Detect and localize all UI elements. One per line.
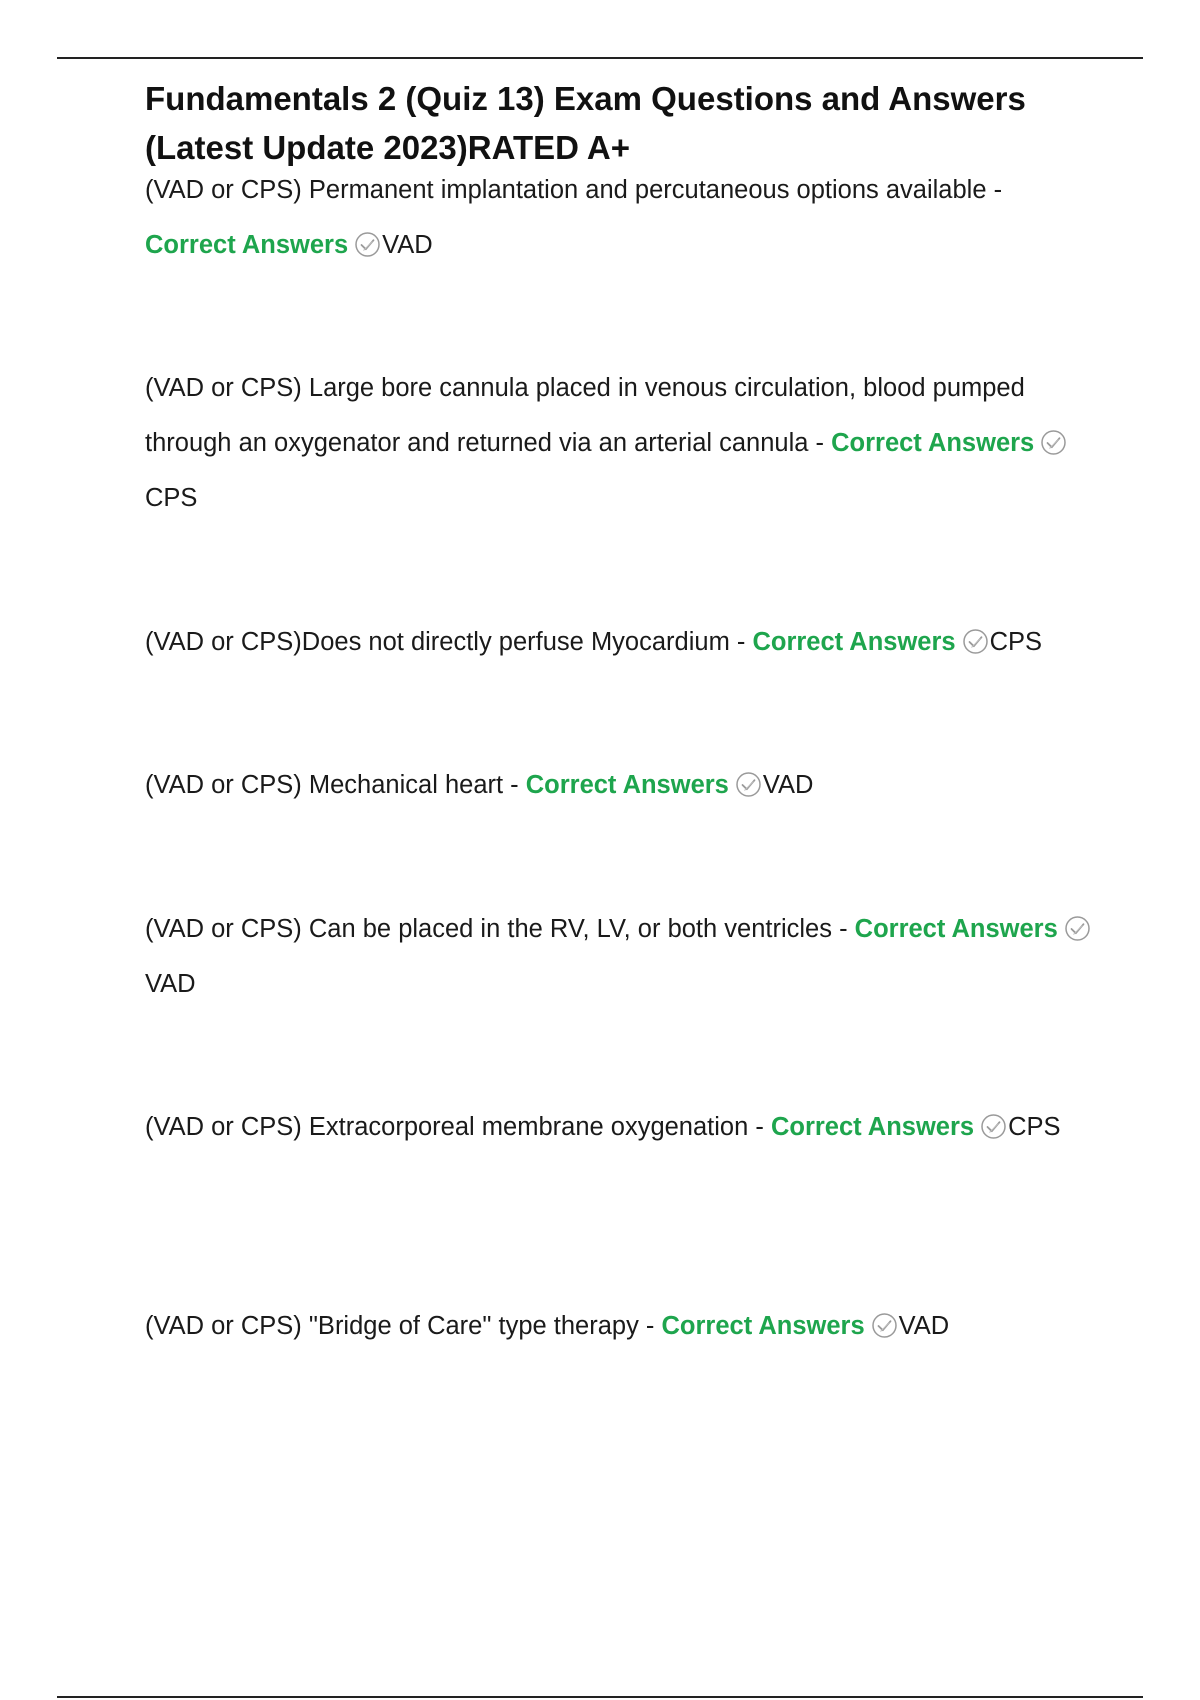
circle-check-icon [1040,429,1067,456]
answer-value: CPS [145,484,198,512]
question-text: (VAD or CPS) "Bridge of Care" type therapy - [145,1312,662,1340]
correct-answers-label: Correct Answers [752,628,956,656]
correct-answers-label: Correct Answers [831,429,1035,457]
qa-item-1 [145,163,1095,273]
circle-check-icon [354,231,381,258]
circle-check-icon [1064,915,1091,942]
circle-check-icon [962,628,989,655]
correct-answers-label: Correct Answers [525,771,729,799]
circle-check-icon [871,1312,898,1339]
qa-item-4 [145,758,1095,813]
qa-item-5 [145,902,1095,1012]
circle-check-icon [980,1113,1007,1140]
correct-answers-label: Correct Answers [145,231,349,259]
top-rule [57,57,1143,59]
question-text: (VAD or CPS) Large bore cannula placed in venous circulation, blood pumped through an oxygenator and returned via an arterial cannula - [145,374,1025,457]
answer-value: CPS [1008,1113,1061,1141]
question-text: (VAD or CPS) Extracorporeal membrane oxygenation - [145,1113,771,1141]
bottom-rule [57,1696,1143,1698]
answer-value: VAD [898,1312,950,1340]
qa-item-3 [145,615,1095,670]
question-text: (VAD or CPS) Can be placed in the RV, LV, or both ventricles - [145,915,855,943]
circle-check-icon [735,771,762,798]
correct-answers-label: Correct Answers [661,1312,865,1340]
answer-value: VAD [762,771,814,799]
qa-item-7 [145,1299,1095,1354]
document-title: Fundamentals 2 (Quiz 13) Exam Questions and Answers (Latest Update 2023)RATED A+ [145,80,1026,166]
answer-value: VAD [145,970,196,998]
qa-item-6 [145,1100,1095,1155]
question-text: (VAD or CPS)Does not directly perfuse Myocardium - [145,628,753,656]
question-text: (VAD or CPS) Mechanical heart - [145,771,526,799]
qa-item-2 [145,361,1095,526]
answer-value: VAD [382,231,433,259]
question-text: (VAD or CPS) Permanent implantation and percutaneous options available - [145,176,1003,204]
answer-value: CPS [989,628,1043,656]
correct-answers-label: Correct Answers [770,1113,975,1141]
correct-answers-label: Correct Answers [854,915,1058,943]
